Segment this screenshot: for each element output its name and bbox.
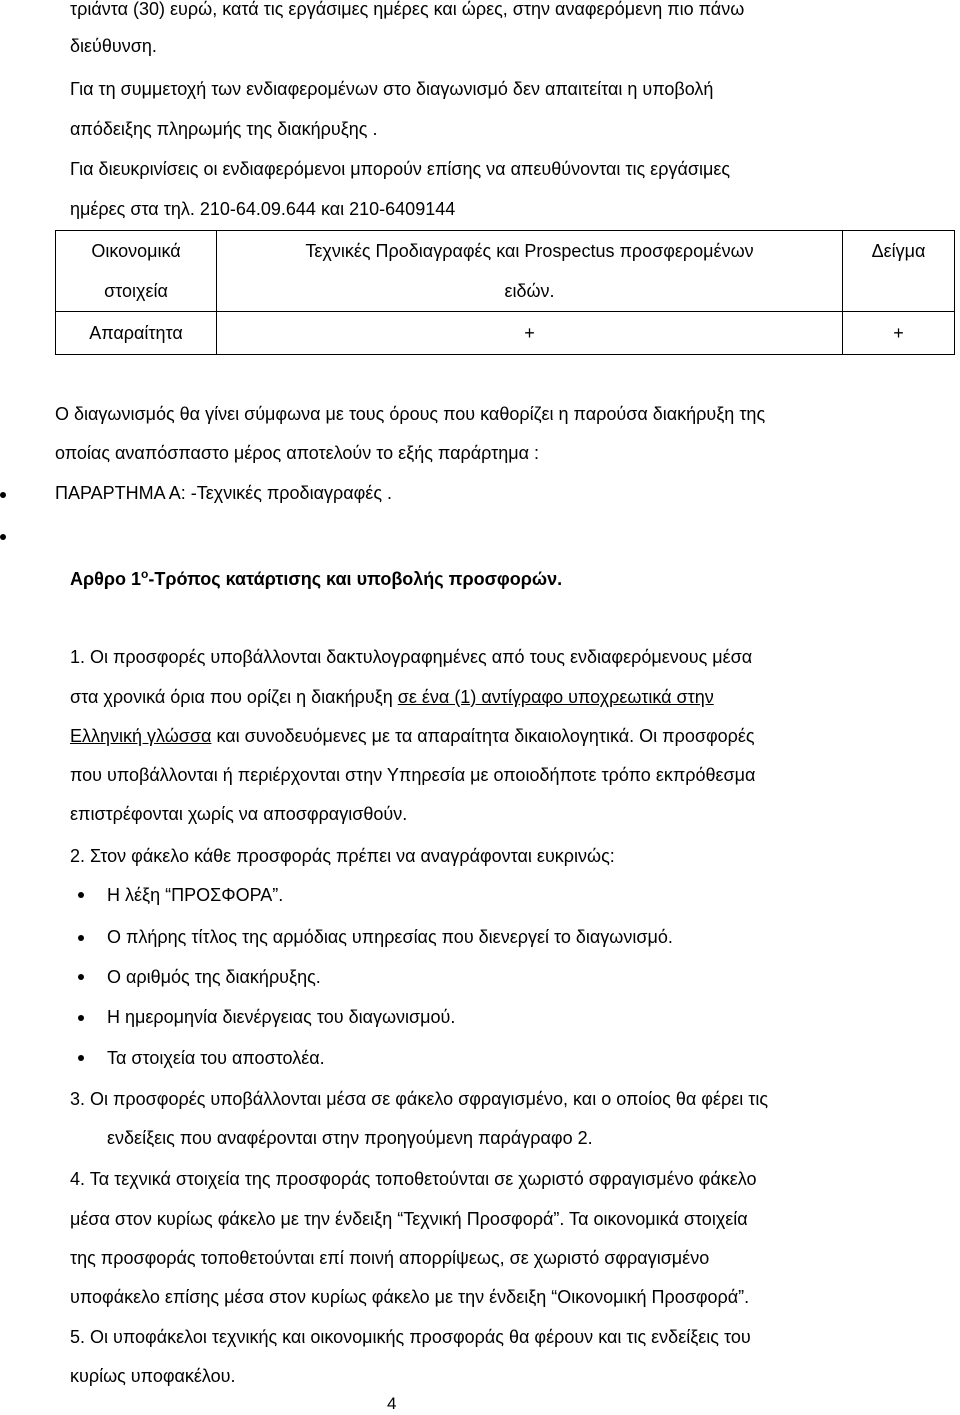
table-row bbox=[56, 312, 955, 355]
row-required-label: Απαραίτητα bbox=[56, 312, 217, 355]
p5-line-2: κυρίως υποφακέλου. bbox=[70, 1366, 236, 1386]
intro-line-3: Για τη συμμετοχή των ενδιαφερομένων στο διαγωνισμό δεν απαιτείται η υποβολή bbox=[70, 79, 714, 99]
bullet-icon bbox=[78, 1055, 84, 1061]
p1-line-3-underlined: Ελληνική γλώσσα bbox=[70, 726, 212, 746]
bullet-icon bbox=[78, 935, 84, 941]
header-sample bbox=[843, 231, 955, 312]
article-title-post: -Τρόπος κατάρτισης και υποβολής προσφορών. bbox=[148, 569, 563, 589]
bullet-icon bbox=[78, 892, 84, 898]
header-technical-line-2: ειδών. bbox=[504, 281, 555, 301]
p1-line-4: που υποβάλλονται ή περιέρχονται στην Υπηρεσία με οποιοδήποτε τρόπο εκπρόθεσμα bbox=[70, 765, 756, 785]
p3-line-1: 3. Οι προσφορές υποβάλλονται μέσα σε φάκελο σφραγισμένο, και ο οποίος θα φέρει τις bbox=[70, 1089, 769, 1109]
header-sample-label: Δείγμα bbox=[871, 241, 926, 261]
p1-line-2-text: στα χρονικά όρια που ορίζει η διακήρυξη bbox=[70, 687, 398, 707]
bullet-icon bbox=[78, 974, 84, 980]
p4-line-3: της προσφοράς τοποθετούνται επί ποινή απορρίψεως, σε χωριστό σφραγισμένο bbox=[70, 1248, 710, 1268]
p2-intro: 2. Στον φάκελο κάθε προσφοράς πρέπει να αναγράφονται ευκρινώς: bbox=[70, 846, 615, 866]
p2-item: Τα στοιχεία του αποστολέα. bbox=[107, 1048, 325, 1068]
intro-line-1: τριάντα (30) ευρώ, κατά τις εργάσιμες ημέρες και ώρες, στην αναφερόμενη πιο πάνω bbox=[70, 0, 745, 19]
article-title bbox=[70, 563, 562, 590]
bullet-icon bbox=[0, 492, 6, 498]
contest-line-1: Ο διαγωνισμός θα γίνει σύμφωνα με τους όρους που καθορίζει η παρούσα διακήρυξη της bbox=[55, 404, 766, 424]
p3-line-2: ενδείξεις που αναφέρονται στην προηγούμενη παράγραφο 2. bbox=[107, 1128, 593, 1148]
row-technical-value: + bbox=[217, 312, 843, 355]
article-title-pre: Αρθρο 1 bbox=[70, 569, 142, 589]
contest-line-2: οποίας αναπόσπαστο μέρος αποτελούν το εξής παράρτημα : bbox=[55, 443, 540, 463]
p2-item: Η ημερομηνία διενέργειας του διαγωνισμού. bbox=[107, 1007, 456, 1027]
page-number: 4 bbox=[387, 1394, 397, 1413]
header-technical-line-1: Τεχνικές Προδιαγραφές και Prospectus προσφερομένων bbox=[305, 241, 754, 261]
p2-item: Η λέξη “ΠΡΟΣΦΟΡΑ”. bbox=[107, 885, 284, 905]
p2-item: Ο πλήρης τίτλος της αρμόδιας υπηρεσίας που διενεργεί το διαγωνισμό. bbox=[107, 927, 673, 947]
p4-line-2: μέσα στον κυρίως φάκελο με την ένδειξη “Τεχνική Προσφορά”. Τα οικονομικά στοιχεία bbox=[70, 1209, 748, 1229]
p1-line-3-text: και συνοδευόμενες με τα απαραίτητα δικαιολογητικά. Οι προσφορές bbox=[211, 726, 755, 746]
header-technical bbox=[217, 231, 843, 312]
article-title-sup: ο bbox=[141, 567, 149, 581]
requirements-table bbox=[55, 230, 955, 355]
intro-line-2: διεύθυνση. bbox=[70, 36, 157, 56]
row-sample-value: + bbox=[843, 312, 955, 355]
p1-line-3 bbox=[70, 725, 755, 747]
intro-line-4: απόδειξης πληρωμής της διακήρυξης . bbox=[70, 119, 378, 139]
header-financial-line-1: Οικονομικά bbox=[91, 241, 181, 261]
p4-line-4: υποφάκελο επίσης μέσα στον κυρίως φάκελο με την ένδειξη “Οικονομική Προσφορά”. bbox=[70, 1287, 750, 1307]
p1-line-2 bbox=[70, 686, 714, 708]
p4-line-1: 4. Τα τεχνικά στοιχεία της προσφοράς τοποθετούνται σε χωριστό σφραγισμένο φάκελο bbox=[70, 1169, 757, 1189]
p5-line-1: 5. Οι υποφάκελοι τεχνικής και οικονομικής προσφοράς θα φέρουν και τις ενδείξεις του bbox=[70, 1327, 751, 1347]
annex-line: ΠΑΡΑΡΤΗΜΑ Α: -Τεχνικές προδιαγραφές . bbox=[55, 483, 392, 503]
bullet-icon bbox=[78, 1015, 84, 1021]
table-header-row bbox=[56, 231, 955, 312]
p1-line-1: 1. Οι προσφορές υποβάλλονται δακτυλογραφημένες από τους ενδιαφερόμενους μέσα bbox=[70, 647, 753, 667]
header-financial bbox=[56, 231, 217, 312]
bullet-icon bbox=[0, 534, 6, 540]
p1-line-2-underlined: σε ένα (1) αντίγραφο υποχρεωτικά στην bbox=[397, 687, 714, 707]
p2-item: Ο αριθμός της διακήρυξης. bbox=[107, 967, 321, 987]
intro-line-6: ημέρες στα τηλ. 210-64.09.644 και 210-6409144 bbox=[70, 199, 456, 219]
p1-line-5: επιστρέφονται χωρίς να αποσφραγισθούν. bbox=[70, 804, 408, 824]
header-financial-line-2: στοιχεία bbox=[104, 281, 168, 301]
intro-line-5: Για διευκρινίσεις οι ενδιαφερόμενοι μπορούν επίσης να απευθύνονται τις εργάσιμες bbox=[70, 159, 731, 179]
